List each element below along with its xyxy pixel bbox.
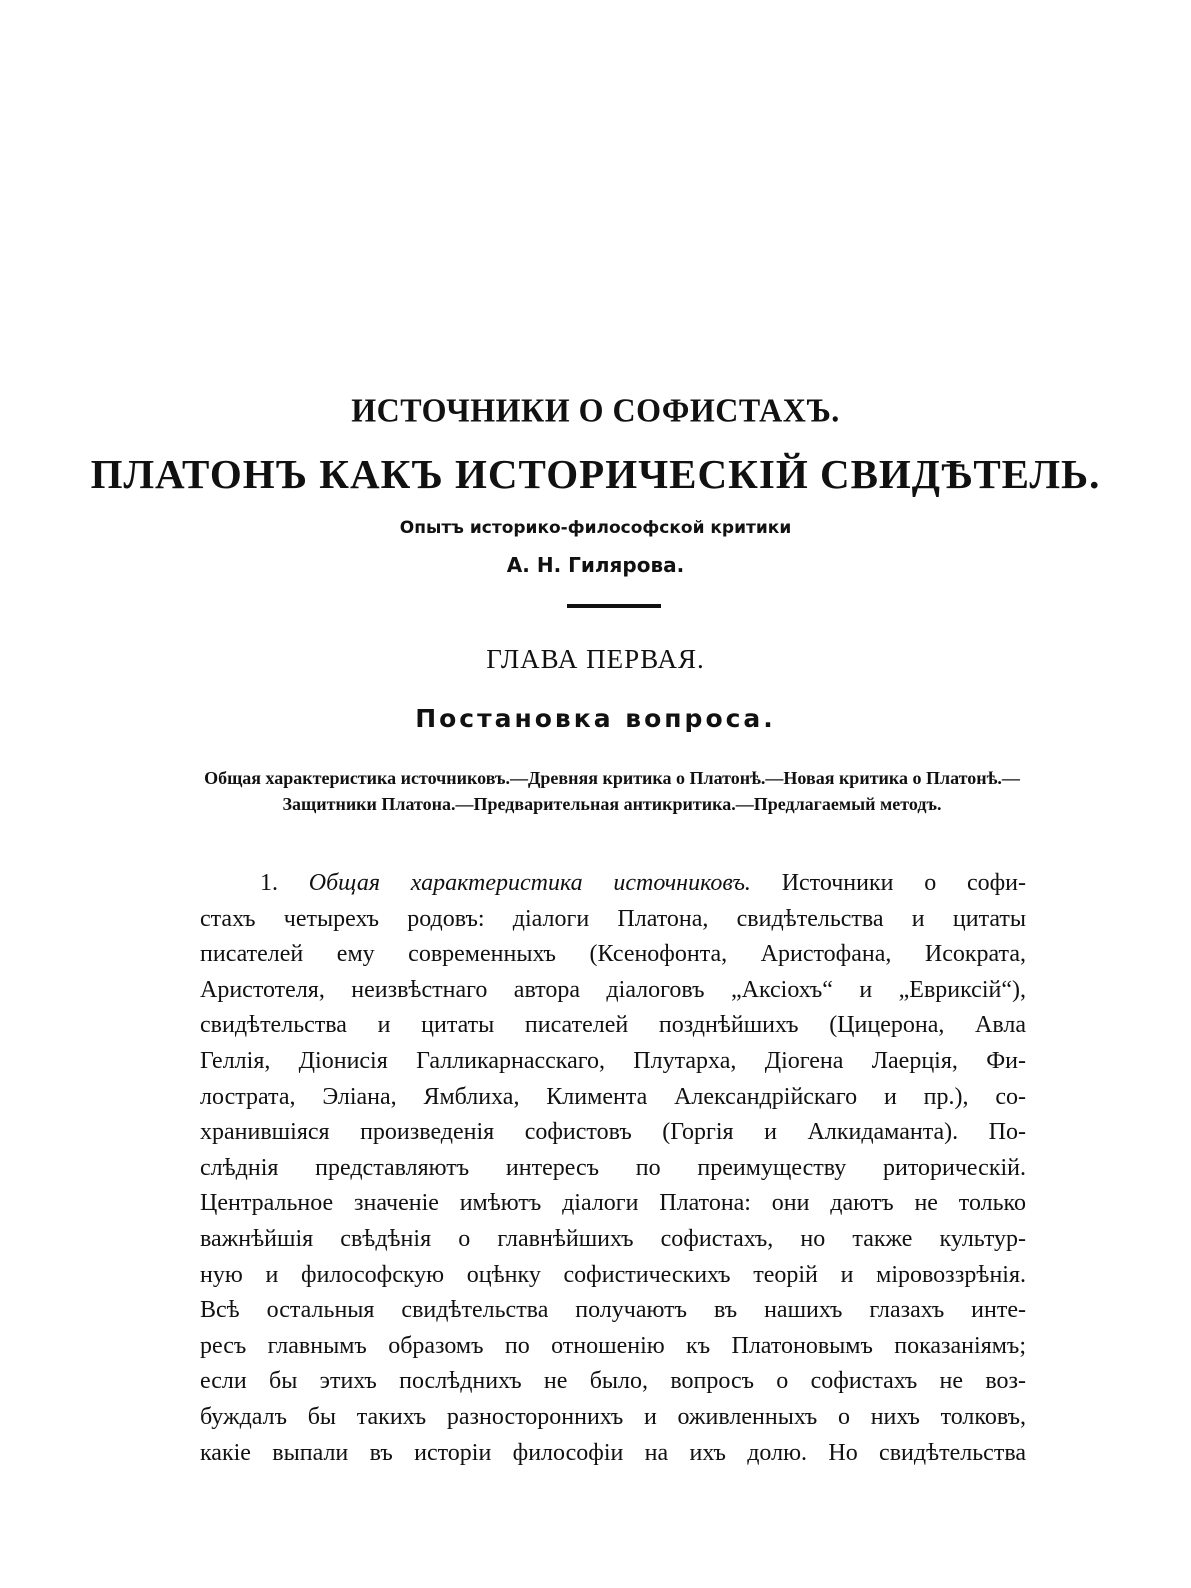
chapter-title: Постановка вопроса. — [415, 704, 776, 733]
article-title: ИСТОЧНИКИ О СОФИСТАХЪ. — [351, 391, 840, 429]
body-line: хранившіяся произведенія софистовъ (Горгія и Алкидаманта). По- — [200, 1119, 1026, 1146]
chapter-number: ГЛАВА ПЕРВАЯ. — [486, 644, 705, 674]
body-line: важнѣйшія свѣдѣнія о главнѣйшихъ софистахъ, но также культур- — [200, 1225, 1026, 1252]
body-line: лострата, Эліана, Ямблиха, Климента Александрійскаго и пр.), со- — [200, 1083, 1026, 1110]
body-line: слѣднія представляютъ интересъ по преимуществу риторическій. — [200, 1154, 1026, 1181]
body-line-first — [200, 866, 1026, 902]
body-line: буждалъ бы такихъ разностороннихъ и оживленныхъ о нихъ толковъ, — [200, 1403, 1026, 1430]
body-line: Геллія, Діонисія Галликарнасскаго, Плутарха, Діогена Лаерція, Фи- — [200, 1047, 1026, 1074]
body-line: если бы этихъ послѣднихъ не было, вопросъ о софистахъ не воз- — [200, 1368, 1026, 1395]
article-subtitle: Опытъ историко-философской критики — [399, 518, 792, 538]
section-heading-italic: Общая характеристика источниковъ. — [308, 870, 751, 896]
section-number: 1. — [260, 870, 278, 896]
body-line: ресъ главнымъ образомъ по отношенію къ Платоновымъ показаніямъ; — [200, 1332, 1026, 1359]
chapter-summary: Общая характеристика источниковъ.—Древняя критика о Платонѣ.—Новая критика о Платонѣ.—Защитники Платона.—Предварительная антикритика.—Предлагаемый методъ. — [204, 768, 1020, 814]
body-paragraph — [200, 866, 1026, 1471]
body-line: свидѣтельства и цитаты писателей позднѣйшихъ (Цицерона, Авла — [200, 1012, 1026, 1039]
body-line: Аристотеля, неизвѣстнаго автора діалоговъ „Аксіохъ“ и „Евриксій“), — [200, 976, 1026, 1003]
section-divider — [567, 604, 661, 608]
body-line: Центральное значеніе имѣютъ діалоги Платона: они даютъ не только — [200, 1190, 1026, 1217]
author-name: А. Н. Гилярова. — [506, 553, 685, 577]
body-line-text: Источники о софи- — [781, 870, 1026, 896]
article-subtitle-main: ПЛАТОНЪ КАКЪ ИСТОРИЧЕСКІЙ СВИДѢТЕЛЬ. — [90, 451, 1101, 497]
body-line: стахъ четырехъ родовъ: діалоги Платона, свидѣтельства и цитаты — [200, 905, 1026, 932]
body-line: Всѣ остальныя свидѣтельства получаютъ въ нашихъ глазахъ инте- — [200, 1297, 1026, 1324]
body-line: какіе выпали въ исторіи философіи на ихъ долю. Но свидѣтельства — [200, 1439, 1026, 1466]
body-line: писателей ему современныхъ (Ксенофонта, Аристофана, Исократа, — [200, 941, 1026, 968]
body-line: ную и философскую оцѣнку софистическихъ теорій и міровоззрѣнія. — [200, 1261, 1026, 1288]
